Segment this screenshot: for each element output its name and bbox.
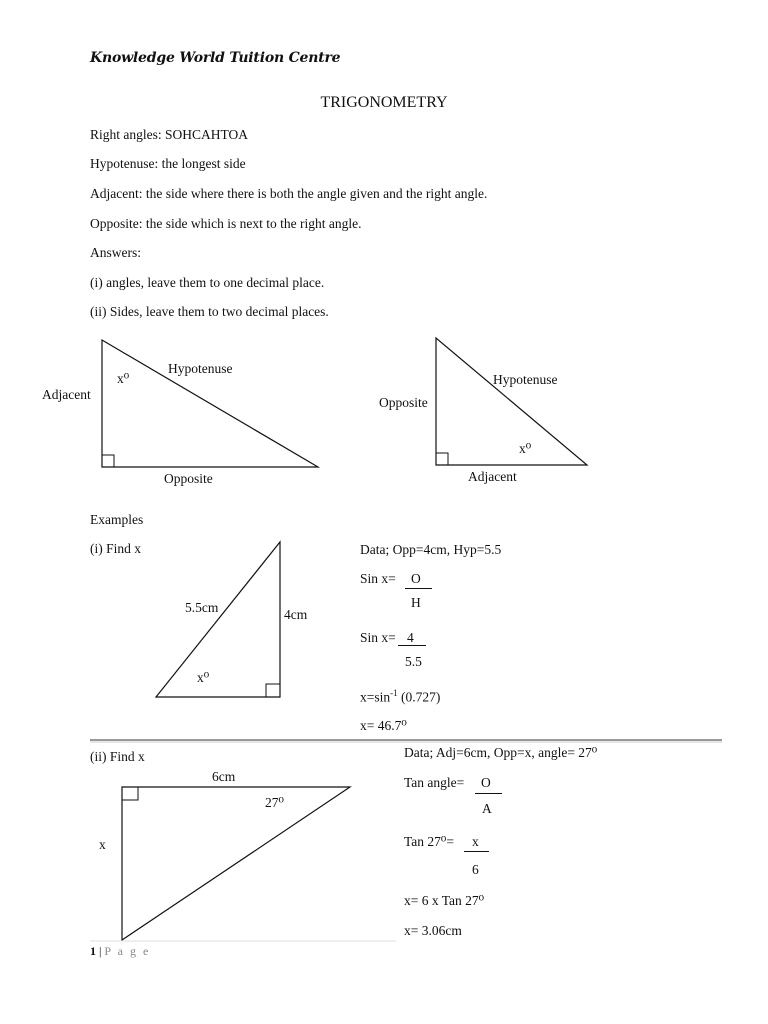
example2-step2-lhs: Tan 27⁰= [404, 834, 454, 849]
example1-step1-den: H [411, 595, 421, 610]
example1-hyp-label: 5.5cm [185, 600, 219, 615]
example2-label: (ii) Find x [90, 749, 145, 764]
example1-label: (i) Find x [90, 541, 142, 556]
diagram1-hypotenuse-label: Hypotenuse [168, 361, 233, 376]
text-line-hypotenuse: Hypotenuse: the longest side [90, 156, 246, 171]
example1-step2-fraction-bar [398, 645, 426, 646]
example1-step1-lhs: Sin x= [360, 571, 396, 586]
example2-angle-label: 27⁰ [265, 795, 284, 810]
example1-step3: $x=\sin^{-1}$ (0.727) [360, 688, 441, 705]
example2-step2-den: 6 [472, 862, 479, 877]
example1-step2-den: 5.5 [405, 654, 422, 669]
text-line-answers: Answers: [90, 245, 141, 260]
text-line-angles-rule: (i) angles, leave them to one decimal place. [90, 275, 325, 290]
example1-step1-num: O [411, 571, 421, 586]
example2-data: Data; Adj=6cm, Opp=x, angle= 27⁰ [404, 745, 598, 760]
triangle-example-1 [156, 542, 280, 697]
example2-adj-label: 6cm [212, 769, 236, 784]
page-title: TRIGONOMETRY [320, 94, 448, 111]
example2-side-label: x [99, 837, 106, 852]
example1-data: Data; Opp=4cm, Hyp=5.5 [360, 542, 502, 557]
example1-step1-fraction-bar [405, 588, 432, 589]
triangle-diagram-2 [436, 338, 587, 465]
right-angle-marker-2 [436, 453, 448, 465]
diagram1-adjacent-label: Adjacent [42, 387, 91, 402]
diagram1-angle-label: x⁰ [117, 371, 130, 386]
text-line-sides-rule: (ii) Sides, leave them to two decimal places. [90, 304, 329, 319]
example1-step2-lhs: Sin x= [360, 630, 396, 645]
example1-angle-label: x⁰ [197, 670, 210, 685]
example2-step2-fraction-bar [464, 851, 489, 852]
example1-answer: x= 46.7⁰ [360, 718, 407, 733]
right-angle-marker-4 [122, 787, 138, 800]
examples-heading: Examples [90, 512, 144, 527]
example2-step3: x= 6 x Tan 27⁰ [404, 893, 485, 908]
text-line-adjacent: Adjacent: the side where there is both the angle given and the right angle. [90, 186, 488, 201]
diagram2-opposite-label: Opposite [379, 395, 428, 410]
diagram1-opposite-label: Opposite [164, 471, 213, 486]
example1-opp-label: 4cm [284, 607, 308, 622]
example2-step2-num: x [472, 834, 479, 849]
right-angle-marker-1 [102, 455, 114, 467]
diagram2-hypotenuse-label: Hypotenuse [493, 372, 558, 387]
right-angle-marker-3 [266, 684, 280, 697]
triangle-example-2 [122, 787, 350, 940]
text-line-opposite: Opposite: the side which is next to the right angle. [90, 216, 362, 231]
diagram2-angle-label: x⁰ [519, 441, 532, 456]
example2-step1-den: A [482, 801, 492, 816]
example1-step2-num: 4 [407, 630, 414, 645]
text-line-sohcahtoa: Right angles: SOHCAHTOA [90, 127, 249, 142]
example2-step1-fraction-bar [475, 793, 502, 794]
diagram2-adjacent-label: Adjacent [468, 469, 517, 484]
header-title: Knowledge World Tuition Centre [90, 50, 341, 66]
example2-step1-lhs: Tan angle= [404, 775, 465, 790]
triangle-diagram-1 [102, 340, 318, 467]
example2-answer: x= 3.06cm [404, 923, 462, 938]
example2-step1-num: O [481, 775, 491, 790]
page-footer: 1 | P a g e [90, 944, 151, 958]
